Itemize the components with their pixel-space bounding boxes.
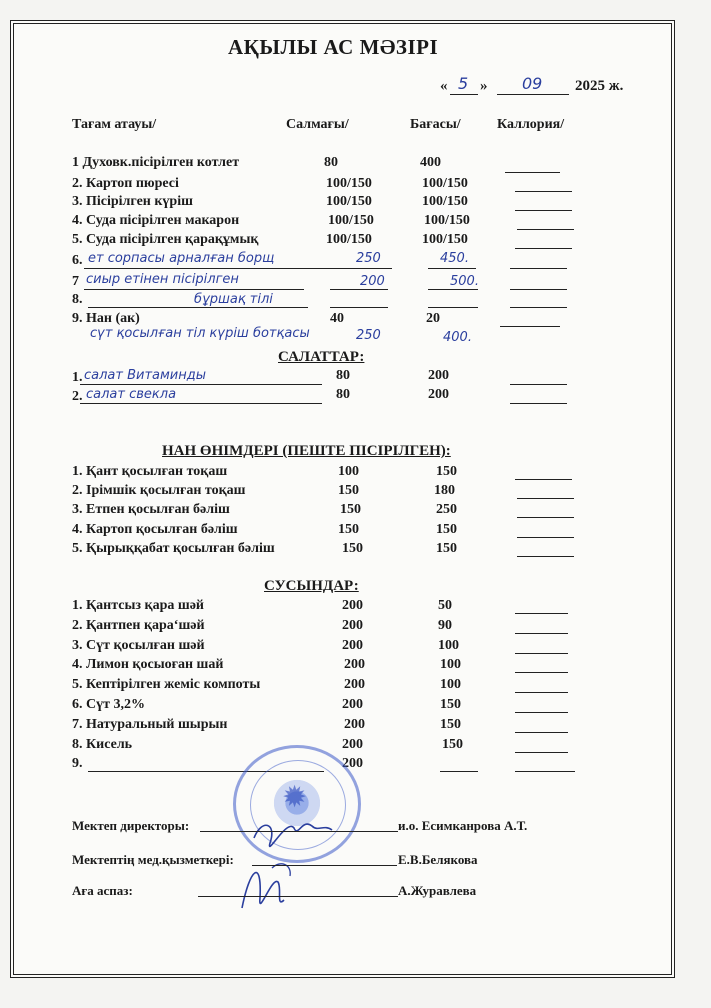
item-price: 150: [436, 522, 457, 537]
date-year: 2025 ж.: [575, 78, 624, 94]
list-item: 4. Лимон қосыоған шай: [72, 657, 224, 672]
item-weight: 100/150: [326, 176, 372, 191]
item-price: 50: [438, 598, 452, 613]
list-item: 5. Қырыққабат қосылған бәліш: [72, 541, 275, 556]
handwritten-price: 500.: [450, 274, 479, 289]
item-weight: 150: [340, 502, 361, 517]
item-weight: 150: [342, 541, 363, 556]
list-item: 2. Ірімшік қосылған тоқаш: [72, 483, 246, 498]
item-price: 150: [440, 697, 461, 712]
list-item: 1. Қантсыз қара шәй: [72, 598, 204, 613]
handwritten-item-name: салат свекла: [86, 387, 177, 402]
item-price: 180: [434, 483, 455, 498]
item-price: 100/150: [422, 176, 468, 191]
signature-role: Аға аспаз:: [72, 883, 133, 898]
item-number: 2.: [72, 389, 83, 404]
signature-person: А.Журавлева: [398, 883, 477, 898]
section-title-drinks: СУСЫНДАР:: [264, 578, 359, 594]
item-price: 100/150: [422, 194, 468, 209]
signature-person: Е.В.Белякова: [398, 852, 478, 867]
item-price: 100: [438, 638, 459, 653]
item-weight: 80: [324, 155, 338, 170]
item-price: 150: [436, 464, 457, 479]
item-price: 100: [440, 657, 461, 672]
item-number: 7: [72, 274, 79, 289]
item-price: 150: [442, 737, 463, 752]
handwritten-item-name: сиыр етінен пісірілген: [86, 272, 239, 287]
item-weight: 40: [330, 311, 344, 326]
list-item: 8. Кисель: [72, 737, 133, 752]
handwritten-item-name: ет сорпасы арналған борщ: [88, 251, 275, 266]
list-item: 4. Суда пісірілген макарон: [72, 213, 240, 228]
handwritten-weight: 200: [360, 274, 385, 289]
item-weight: 100/150: [326, 194, 372, 209]
list-item: 5. Суда пісірілген қарақұмық: [72, 232, 259, 247]
date-month: 09: [522, 74, 543, 93]
section-title-bakery: НАН ӨНІМДЕРІ (ПЕШТЕ ПІСІРІЛГЕН):: [162, 443, 451, 459]
item-weight: 100: [338, 464, 359, 479]
item-weight: 80: [336, 368, 350, 383]
header-name: Тағам атауы/: [72, 117, 157, 132]
list-item: 1. Қант қосылған тоқаш: [72, 464, 228, 479]
item-price: 100/150: [422, 232, 468, 247]
list-item: 4. Картоп қосылған бәліш: [72, 522, 238, 537]
list-item: 9.: [72, 756, 83, 771]
item-price: 100: [440, 677, 461, 692]
item-number: 6.: [72, 253, 83, 268]
header-weight: Салмағы/: [286, 117, 349, 132]
date-close-quote: »: [480, 78, 488, 94]
handwritten-weight: 250: [356, 328, 381, 343]
item-weight: 200: [344, 657, 365, 672]
item-price: 20: [426, 311, 440, 326]
date-open-quote: «: [440, 78, 448, 94]
item-weight: 100/150: [328, 213, 374, 228]
signature-person: и.о. Есимканрова А.Т.: [398, 818, 528, 833]
item-price: 90: [438, 618, 452, 633]
item-weight: 200: [342, 598, 363, 613]
item-weight: 200: [344, 677, 365, 692]
list-item: 6. Сүт 3,2%: [72, 697, 145, 712]
item-price: 100/150: [424, 213, 470, 228]
handwritten-signatures: [232, 798, 402, 928]
item-weight: 150: [338, 522, 359, 537]
item-price: 150: [436, 541, 457, 556]
item-weight: 200: [344, 717, 365, 732]
item-weight: 200: [342, 697, 363, 712]
list-item: 2. Қантпен қара‘шәй: [72, 618, 205, 633]
item-weight: 200: [342, 638, 363, 653]
handwritten-price: 400.: [443, 330, 472, 345]
handwritten-item-name: бұршақ тілі: [194, 292, 273, 307]
item-price: 250: [436, 502, 457, 517]
list-item: 3. Етпен қосылған бәліш: [72, 502, 230, 517]
section-title-salads: САЛАТТАР:: [278, 349, 365, 365]
item-weight: 100/150: [326, 232, 372, 247]
item-weight: 200: [342, 737, 363, 752]
handwritten-item-name: салат Витаминды: [84, 368, 207, 383]
item-weight: 200: [342, 756, 363, 771]
item-weight: 80: [336, 387, 350, 402]
page-title: АҚЫЛЫ АС МӘЗІРІ: [228, 35, 439, 59]
handwritten-extra-item: сүт қосылған тіл күріш ботқасы: [90, 326, 310, 341]
list-item: 7. Натуральный шырын: [72, 717, 228, 732]
header-price: Бағасы/: [410, 117, 461, 132]
item-price: 200: [428, 368, 449, 383]
item-weight: 200: [342, 618, 363, 633]
date-day: 5: [458, 74, 469, 93]
header-calories: Каллория/: [497, 117, 565, 132]
signature-role: Мектептің мед.қызметкері:: [72, 852, 234, 867]
list-item: 1 Духовк.пісірілген котлет: [72, 155, 240, 170]
handwritten-weight: 250: [356, 251, 381, 266]
signature-role: Мектеп директоры:: [72, 818, 190, 833]
item-number: 1.: [72, 370, 83, 385]
item-weight: 150: [338, 483, 359, 498]
list-item: 5. Кептірілген жеміс компоты: [72, 677, 261, 692]
item-price: 150: [440, 717, 461, 732]
list-item: 3. Пісірілген күріш: [72, 194, 193, 209]
list-item: 9. Нан (ак): [72, 311, 140, 326]
item-price: 400: [420, 155, 441, 170]
item-number: 8.: [72, 292, 83, 307]
list-item: 2. Картоп пюресі: [72, 176, 179, 191]
list-item: 3. Сүт қосылған шәй: [72, 638, 205, 653]
handwritten-price: 450.: [440, 251, 469, 266]
item-price: 200: [428, 387, 449, 402]
